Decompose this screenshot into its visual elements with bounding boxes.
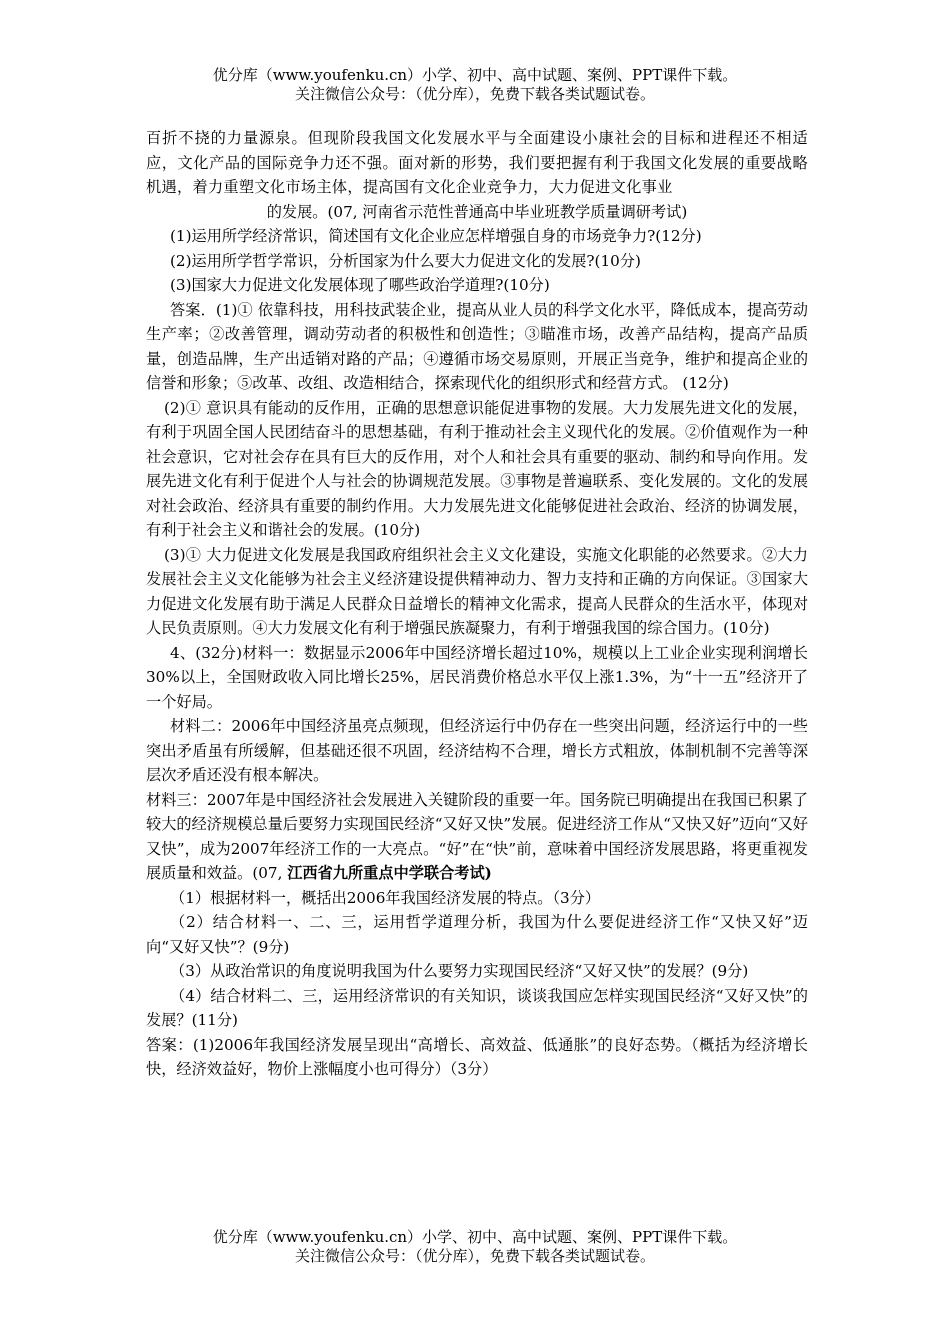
- document-body: [146, 126, 808, 1082]
- material-1: 4、(32分)材料一：数据显示2006年中国经济增长超过10%，规模以上工业企业实现利润增长30%以上，全国财政收入同比增长25%，居民消费价格总水平仅上涨1.3%，为“十一五”经济开了一个好局。: [146, 643, 808, 711]
- footer-line-2: 关注微信公众号：（优分库），免费下载各类试题试卷。: [294, 1247, 655, 1265]
- question-1: (1)运用所学经济常识，简述国有文化企业应怎样增强自身的市场竞争力?(12分): [170, 227, 702, 245]
- page-footer: [0, 1228, 950, 1266]
- footer-line-1: 优分库（www.youfenku.cn）小学、初中、高中试题、案例、PPT课件下载。: [212, 1228, 738, 1246]
- material-2: 材料二：2006年中国经济虽亮点频现，但经济运行中仍存在一些突出问题，经济运行中的一些突出矛盾虽有所缓解，但基础还很不巩固，经济结构不合理，增长方式粗放，体制机制不完善等深层次矛盾还没有根本解决。: [146, 717, 808, 784]
- intro-paragraph: 百折不挠的力量源泉。但现阶段我国文化发展水平与全面建设小康社会的目标和进程还不相适应，文化产品的国际竞争力还不强。面对新的形势，我们要把握有利于我国文化发展的重要战略机遇，着力重塑文化市场主体，提高国有文化企业竞争力，大力促进文化事业: [146, 129, 808, 196]
- material-3: [146, 788, 808, 886]
- intro-source: 的发展。(07, 河南省示范性普通高中毕业班教学质量调研考试): [266, 202, 688, 221]
- sub-question-3: （3）从政治常识的角度说明我国为什么要努力实现国民经济“又好又快”的发展？(9分): [170, 962, 749, 980]
- material-3-source-prefix: (07,: [252, 864, 288, 882]
- header-line-2: 关注微信公众号：（优分库），免费下载各类试题试卷。: [294, 85, 655, 103]
- question-2: (2)运用所学哲学常识，分析国家为什么要大力促进文化的发展?(10分): [170, 251, 641, 270]
- sub-question-2: （2）结合材料一、二、三，运用哲学道理分析，我国为什么要促进经济工作“又快又好”迈向“又好又快”？(9分): [146, 913, 808, 956]
- page-header: [0, 66, 950, 104]
- material-3-text: 材料三：2007年是中国经济社会发展进入关键阶段的重要一年。国务院已明确提出在我国已积累了较大的经济规模总量后要努力实现国民经济“又好又快”发展。促进经济工作从“又快又好”迈向“又好又快”，成为2007年经济工作的一大亮点。“好”在“快”前，意味着中国经济发展思路，将更重视发展质量和效益。: [146, 790, 808, 882]
- sub-question-1: （1）根据材料一，概括出2006年我国经济发展的特点。（3分）: [170, 888, 601, 907]
- answer-2: (2)① 意识具有能动的反作用，正确的思想意识能促进事物的发展。大力发展先进文化的发展，有利于巩固全国人民团结奋斗的思想基础，有利于推动社会主义现代化的发展。②价值观作为一种社会意识，它对社会存在具有巨大的反作用，对个人和社会具有重要的驱动、制约和导向作用。发展先进文化有利于促进个人与社会的协调规范发展。③事物是普遍联系、变化发展的。文化的发展对社会政治、经济具有重要的制约作用。大力发展先进文化能够促进社会政治、经济的协调发展，有利于社会主义和谐社会的发展。(10分): [146, 398, 808, 539]
- sub-question-4: （4）结合材料二、三，运用经济常识的有关知识，谈谈我国应怎样实现国民经济“又好又快”的发展？(11分): [146, 986, 808, 1029]
- material-3-source-bold: 江西省九所重点中学联合考试): [287, 864, 492, 882]
- question-3: (3)国家大力促进文化发展体现了哪些政治学道理?(10分): [170, 276, 550, 294]
- final-answer: 答案：(1)2006年我国经济发展呈现出“高增长、高效益、低通胀”的良好态势。（概括为经济增长快，经济效益好，物价上涨幅度小也可得分）（3分）: [146, 1035, 808, 1078]
- header-line-1: 优分库（www.youfenku.cn）小学、初中、高中试题、案例、PPT课件下载。: [212, 66, 738, 84]
- answer-1: 答案．(1)① 依靠科技，用科技武装企业，提高从业人员的科学文化水平，降低成本，提高劳动生产率；②改善管理，调动劳动者的积极性和创造性；③瞄准市场，改善产品结构，提高产品质量，创造品牌，生产出适销对路的产品；④遵循市场交易原则，开展正当竞争，维护和提高企业的信誉和形象；⑤改革、改组、改造相结合，探索现代化的组织形式和经营方式。 (12分): [146, 300, 808, 392]
- answer-3: (3)① 大力促进文化发展是我国政府组织社会主义文化建设，实施文化职能的必然要求。②大力发展社会主义文化能够为社会主义经济建设提供精神动力、智力支持和正确的方向保证。③国家大力促进文化发展有助于满足人民群众日益增长的精神文化需求，提高人民群众的生活水平，体现对人民负责原则。④大力发展文化有利于增强民族凝聚力，有利于增强我国的综合国力。(10分): [146, 545, 808, 637]
